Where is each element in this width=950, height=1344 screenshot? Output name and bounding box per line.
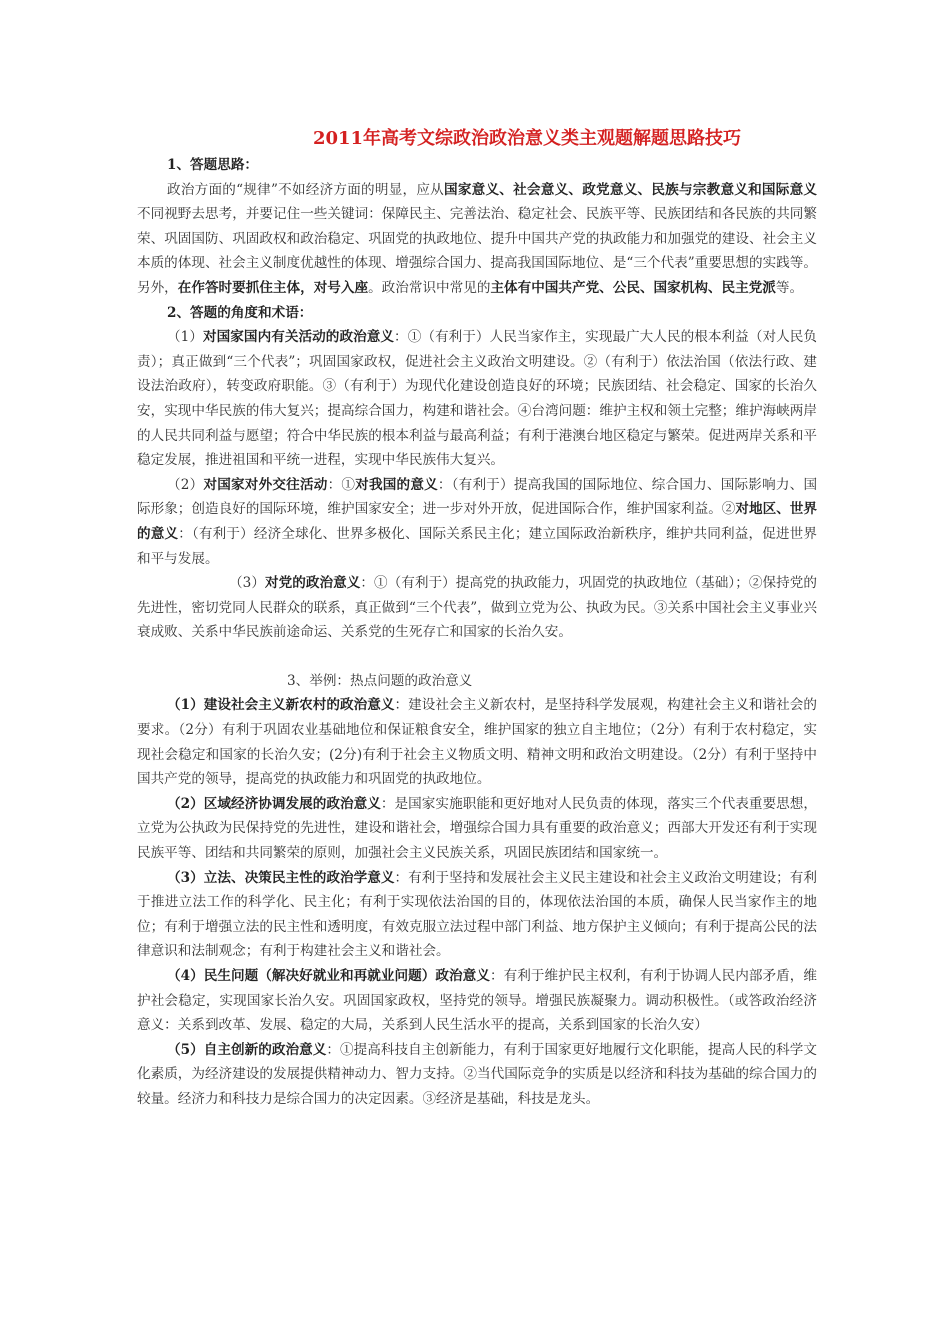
example-item-3: （3）立法、决策民主性的政治学意义：有利于坚持和发展社会主义民主建设和社会主义政治文明建设；有利于推进立法工作的科学化、民主化；有利于实现依法治国的目的，体现依法治国的本质，确保人民当家作主的地位；有利于增强立法的民主性和透明度，有效克服立法过程中部门利益、地方保护主义倾向；有利于提高公民的法律意识和法制观念；有利于构建社会主义和谐社会。 xyxy=(137,869,817,960)
document-page xyxy=(137,126,817,1112)
section-1-heading: 1、答题思路： xyxy=(167,157,259,173)
section-2-paragraph-2: （2）对国家对外交往活动：①对我国的意义：（有利于）提高我国的国际地位、综合国力、国际影响力、国际形象；创造良好的国际环境，维护国家安全；进一步对外开放，促进国际合作，维护国家利益。②对地区、世界的意义：（有利于）经济全球化、世界多极化、国际关系民主化；建立国际政治新秩序，维护共同利益，促进世界和平与发展。 xyxy=(137,476,818,567)
document-title: 2011年高考文综政治政治意义类主观题解题思路技巧 xyxy=(312,128,742,149)
section-2-heading: 2、答题的角度和术语： xyxy=(167,304,313,321)
section-2-paragraph-1: （1）对国家国内有关活动的政治意义：①（有利于）人民当家作主，实现最广大人民的根本利益（对人民负责）；真正做到“三个代表”；巩固国家政权，促进社会主义政治文明建设。②（有利于）依法治国（依法行政、建设法治政府），转变政府职能。③（有利于）为现代化建设创造良好的环境；民族团结、社会稳定、国家的长治久安，实现中华民族的伟大复兴；提高综合国力，构建和谐社会。④台湾问题：维护主权和领土完整；维护海峡两岸的人民共同利益与愿望；符合中华民族的根本利益与最高利益；有利于港澳台地区稳定与繁荣。促进两岸关系和平稳定发展，推进祖国和平统一进程，实现中华民族伟大复兴。 xyxy=(137,329,818,469)
example-item-4: （4）民生问题（解决好就业和再就业问题）政治意义：有利于维护民主权利，有利于协调人民内部矛盾，维护社会稳定，实现国家长治久安。巩固国家政权，坚持党的领导。增强民族凝聚力。调动积极性。（或答政治经济意义：关系到改革、发展、稳定的大局，关系到人民生活水平的提高，关系到国家的长治久安） xyxy=(137,968,817,1034)
example-item-5: （5）自主创新的政治意义：①提高科技自主创新能力，有利于国家更好地履行文化职能，提高人民的科学文化素质，为经济建设的发展提供精神动力、智力支持。②当代国际竞争的实质是以经济和科技为基础的综合国力的较量。经济力和科技力是综合国力的决定因素。③经济是基础，科技是龙头。 xyxy=(137,1041,817,1107)
example-item-2: （2）区域经济协调发展的政治意义：是国家实施职能和更好地对人民负责的体现，落实三个代表重要思想，立党为公执政为民保持党的先进性，建设和谐社会，增强综合国力具有重要的政治意义；西部大开发还有利于实现民族平等、团结和共同繁荣的原则，加强社会主义民族关系，巩固民族团结和国家统一。 xyxy=(137,795,817,862)
section-1-paragraph: 政治方面的“规律”不如经济方面的明显，应从国家意义、社会意义、政党意义、民族与宗教意义和国际意义不同视野去思考，并要记住一些关键词：保障民主、完善法治、稳定社会、民族平等、民族团结和各民族的共同繁荣、巩固国防、巩固政权和政治稳定、巩固党的执政地位、提升中国共产党的执政能力和加强党的建设、社会主义本质的体现、社会主义制度优越性的体现、增强综合国力、提高我国国际地位、是“三个代表”重要思想的实践等。另外，在作答时要抓住主体，对号入座。政治常识中常见的主体有中国共产党、公民、国家机构、民主党派等。 xyxy=(137,181,817,296)
example-item-1: （1）建设社会主义新农村的政治意义：建设社会主义新农村，是坚持科学发展观，构建社会主义和谐社会的要求。（2分）有利于巩固农业基础地位和保证粮食安全，维护国家的独立自主地位；（2分）有利于农村稳定，实现社会稳定和国家的长治久安；(2分)有利于社会主义物质文明、精神文明和政治文明建设。（2分）有利于坚持中国共产党的领导，提高党的执政能力和巩固党的执政地位。 xyxy=(137,697,817,788)
section-2-paragraph-3: （3）对党的政治意义：①（有利于）提高党的执政能力，巩固党的执政地位（基础）；②保持党的先进性，密切党同人民群众的联系，真正做到“三个代表”，做到立党为公、执政为民。③关系中国社会主义事业兴衰成败、关系中华民族前途命运、关系党的生死存亡和国家的长治久安。 xyxy=(137,575,817,641)
section-3-heading: 3、举例：热点问题的政治意义 xyxy=(287,672,473,689)
